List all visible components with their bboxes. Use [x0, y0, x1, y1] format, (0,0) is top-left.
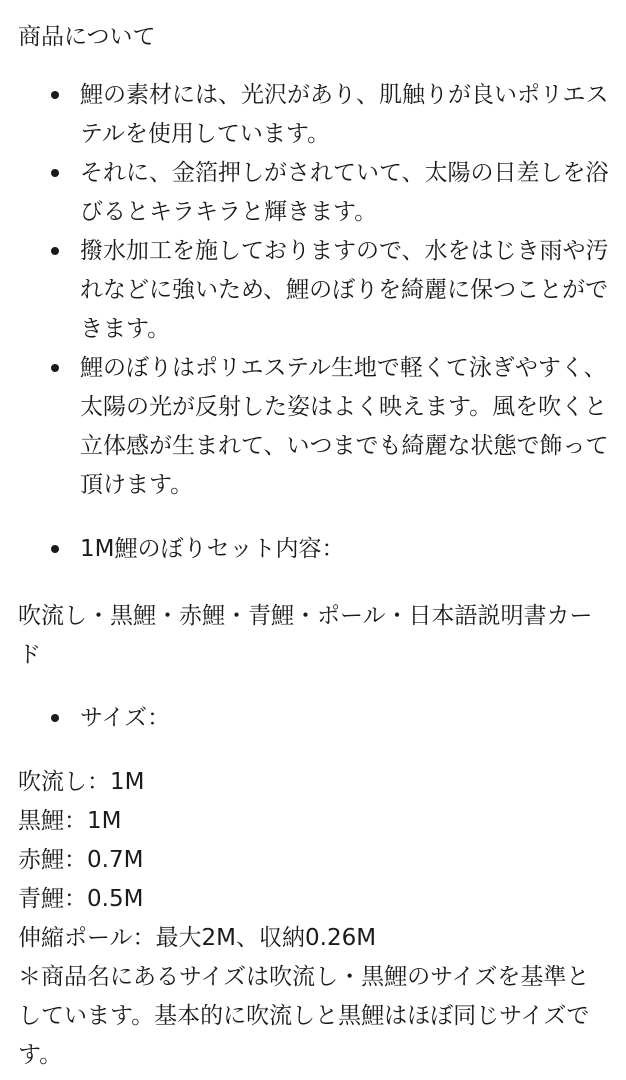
set-contents-items: 吹流し・黒鯉・赤鯉・青鯉・ポール・日本語説明書カード	[18, 603, 593, 668]
bullet-dot-icon	[51, 714, 59, 722]
feature-item	[18, 349, 610, 505]
feature-list	[18, 76, 610, 505]
feature-text: 鯉のぼりはポリエステル生地で軽くて泳ぎやすく、太陽の光が反射した姿はよく映えます。風を吹くと立体感が生まれて、いつまでも綺麗な状態で飾って頂けます。	[80, 355, 609, 498]
bullet-dot-icon	[51, 545, 59, 553]
size-item	[18, 699, 610, 738]
feature-item	[18, 76, 610, 154]
size-details	[18, 763, 610, 1075]
size-line: 吹流し：1M	[18, 769, 145, 795]
set-contents-item	[18, 530, 610, 569]
bullet-dot-icon	[51, 247, 59, 255]
feature-text: 鯉の素材には、光沢があり、肌触りが良いポリエステルを使用しています。	[80, 82, 609, 147]
size-line: 黒鯉：1M	[18, 808, 122, 834]
size-label: サイズ：	[80, 705, 171, 731]
bullet-dot-icon	[51, 364, 59, 372]
section-heading: 商品について	[18, 24, 156, 50]
size-line: 伸縮ポール：最大2M、収納0.26M	[18, 925, 377, 951]
size-list	[18, 699, 610, 738]
product-description	[18, 18, 610, 1075]
bullet-dot-icon	[51, 169, 59, 177]
set-contents-label: 1M鯉のぼりセット内容：	[80, 536, 345, 562]
size-note: ＊商品名にあるサイズは吹流し・黒鯉のサイズを基準としています。基本的に吹流しと黒鯉はほぼ同じサイズです。	[18, 964, 590, 1068]
feature-item	[18, 154, 610, 232]
size-line: 青鯉：0.5M	[18, 886, 144, 912]
feature-text: 撥水加工を施しておりますので、水をはじき雨や汚れなどに強いため、鯉のぼりを綺麗に保つことができます。	[80, 238, 609, 342]
size-line: 赤鯉：0.7M	[18, 847, 144, 873]
feature-text: それに、金箔押しがされていて、太陽の日差しを浴びるとキラキラと輝きます。	[80, 160, 609, 225]
set-contents-list	[18, 530, 610, 569]
feature-item	[18, 232, 610, 349]
bullet-dot-icon	[51, 91, 59, 99]
